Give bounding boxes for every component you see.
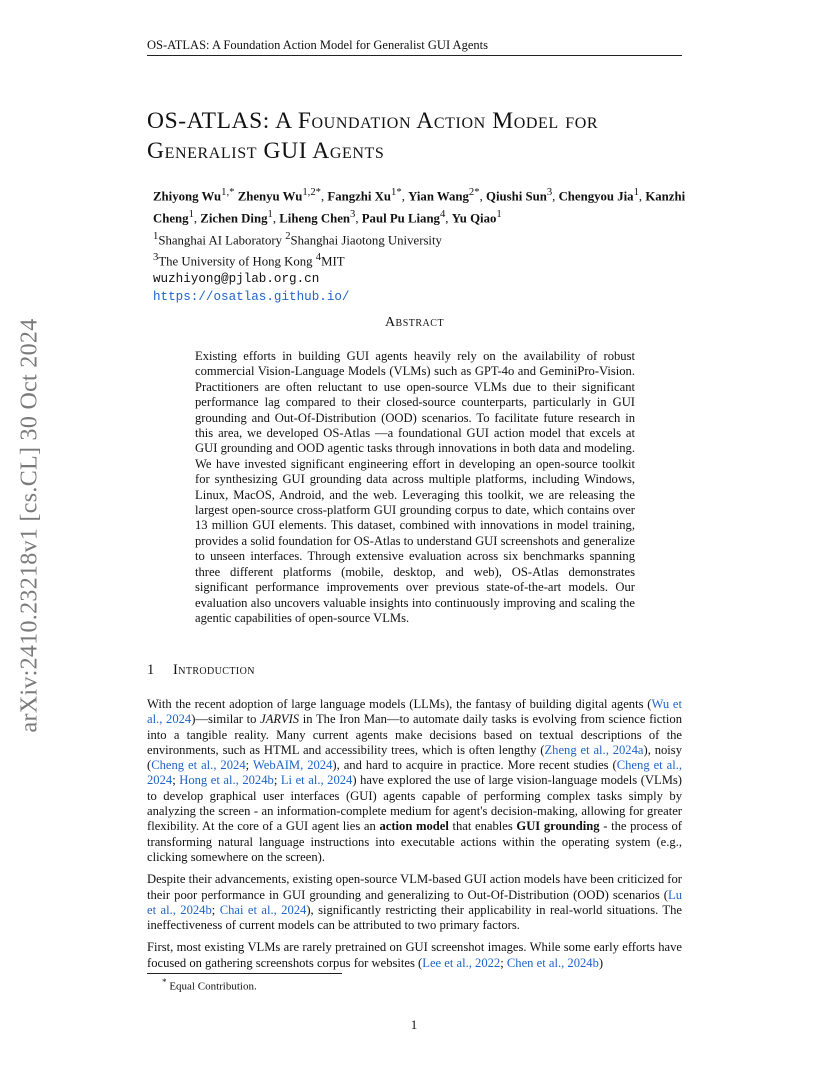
paragraph: [147, 697, 682, 865]
section-heading: [147, 662, 255, 679]
text-run: Despite their advancements, existing open-source VLM-based GUI action models have been criticized for their poor performance in GUI grounding and generalizing to Out-Of-Distribution (OOD) scenarios (: [147, 872, 682, 902]
text-run: ) have explored the use of large vision-language models (VLMs) to develop graphical user interfaces (GUI) agents capable of performing complex tasks simply by analyzing the screen - an information-complete medium for agent's decision-making, allowing for greater flexibility. At the core of a GUI agent lies an: [147, 773, 682, 834]
author-name: Yian Wang: [408, 189, 469, 204]
affiliation: Shanghai Jiaotong University: [290, 232, 442, 247]
citation-link[interactable]: WebAIM, 2024: [252, 758, 333, 773]
author-mark: 3: [350, 208, 356, 220]
text-run: ;: [273, 773, 281, 788]
section-title: Introduction: [173, 662, 255, 678]
citation-link[interactable]: Li et al., 2024: [280, 773, 353, 788]
abstract-heading: Abstract: [384, 315, 445, 330]
text-run: ): [598, 955, 604, 970]
author-mark: 1: [267, 208, 273, 220]
author-mark: 3: [546, 187, 553, 198]
affiliation: The University of Hong Kong: [158, 254, 313, 269]
body-text: [147, 697, 682, 978]
author-name: Zichen Ding: [200, 211, 268, 226]
project-url-link[interactable]: https://osatlas.github.io/: [153, 289, 350, 304]
author-name: Qiushi Sun: [485, 189, 547, 204]
author-name: Zhenyu Wu: [237, 189, 303, 204]
section-number: 1: [147, 662, 155, 678]
text-run: First, most existing VLMs are rarely pretrained on GUI screenshot images. While some early efforts have focused on gathering screenshots corpus for websites (: [147, 940, 682, 970]
contact-email[interactable]: wuzhiyong@pjlab.org.cn: [153, 272, 320, 287]
paper-title: [147, 106, 687, 166]
author-mark: 1: [188, 208, 194, 220]
citation-link[interactable]: Cheng et al., 2024: [147, 758, 682, 788]
author-list: Zhiyong $Wu^{1,*}$ Zhenyu $Wu^{1,2*}$, Fangzhi $Xu^{1*}$, Yian Wang$^{2*}$, Qiushi Sun$^3$, Chengyou Jia$^1$, Kanzhi Cheng$^1$, Zichen Ding$^1$, Liheng Chen$^3$, Paul Pu Liang$^4$, Yu Qiao$^1$: [153, 187, 686, 226]
emphasis: JARVIS: [260, 712, 300, 727]
citation-link[interactable]: Lee et al., 2022: [422, 955, 501, 970]
author-mark: 2*: [468, 187, 480, 198]
author-block: [153, 184, 688, 306]
footnote-rule: [147, 973, 342, 974]
text-run: - the process of transforming natural language instructions into executable actions within the operating system (e.g., clicking somewhere on the screen).: [147, 819, 682, 864]
author-name: Paul Pu Liang: [361, 211, 440, 226]
text-run: ), noisy (: [147, 742, 683, 773]
abstract-text: Existing efforts in building GUI agents heavily rely on the availability of robust commercial Vision-Language Models (VLMs) such as GPT-4o and GeminiPro-Vision. Practitioners are often reluctant to use open-source VLMs due to their significant performance lag compared to their closed-source counterparts, particularly in GUI grounding and Out-Of-Distribution (OOD) scenarios. To facilitate future research in this area, we developed OS-Atlas —a foundational GUI action model that excels at GUI grounding and OOD agentic tasks through innovations in both data and modeling. We have invested significant engineering effort in developing an open-source toolkit for synthesizing GUI grounding data across multiple platforms, including Windows, Linux, MacOS, Android, and the web. Leveraging this toolkit, we are releasing the largest open-source cross-platform GUI grounding corpus to date, which contains over 13 million GUI elements. This dataset, combined with innovations in model training, provides a solid foundation for OS-Atlas to understand GUI screenshots and generalize to unseen interfaces. Through extensive evaluation across six benchmarks spanning three different platforms (mobile, desktop, and web), OS-Atlas demonstrates significant performance improvements over previous state-of-the-art models. Our evaluation also uncovers valuable insights into continuously improving and scaling the agentic capabilities of open-source VLMs.: [195, 349, 635, 625]
citation-link[interactable]: Chai et al., 2024: [219, 902, 307, 917]
paragraph: [147, 872, 682, 933]
citation-link[interactable]: Cheng et al., 2024: [151, 758, 246, 773]
affiliation: MIT: [321, 254, 345, 269]
citation-link[interactable]: Wu et al., 2024: [147, 697, 682, 727]
text-run: in The Iron Man—to automate daily tasks is evolving from science fiction into a tangible reality. Many current agents make decisions based on textual descriptions of the environments, such as HTML and accessibility trees, which is often lengthy (: [147, 712, 682, 757]
author-name: Fangzhi Xu: [327, 189, 392, 204]
paragraph: [147, 940, 682, 971]
affiliation: Shanghai AI Laboratory: [158, 232, 282, 247]
title-line-2: Generalist GUI Agents: [147, 138, 385, 164]
author-name: Chengyou Jia: [558, 189, 634, 204]
author-name: Zhiyong Wu: [153, 189, 222, 204]
author-mark: 1*: [391, 187, 402, 198]
citation-link[interactable]: Chen et al., 2024b: [506, 955, 599, 970]
author-name: Liheng Chen: [279, 211, 350, 226]
author-mark: 1: [633, 187, 639, 198]
bold-term: GUI grounding: [516, 819, 600, 834]
author-name: Kanzhi Cheng: [153, 189, 686, 226]
running-head: OS-ATLAS: A Foundation Action Model for Generalist GUI Agents: [147, 38, 682, 56]
page-number: 1: [410, 1017, 418, 1032]
text-run: ;: [245, 758, 253, 773]
text-run: ), significantly restricting their applicability in real-world situations. The ineffectiveness of current models can be attributed to two primary factors.: [147, 902, 682, 933]
author-mark: 1,2*: [302, 187, 321, 198]
author-name: Yu Qiao: [451, 211, 497, 226]
title-line-1: OS-ATLAS: A Foundation Action Model for: [147, 108, 599, 134]
text-run: )—similar to: [191, 712, 261, 727]
text-run: ;: [172, 773, 180, 788]
arxiv-stamp: [10, 290, 50, 760]
arxiv-id: arXiv:2410.23218v1 [cs.CL] 30 Oct 2024: [16, 317, 43, 733]
author-mark: 1: [496, 208, 502, 220]
text-run: ), and hard to acquire in practice. More recent studies (: [332, 758, 617, 773]
text-run: that enables: [448, 819, 517, 834]
footnote-mark: *: [162, 977, 167, 987]
citation-link[interactable]: Lu et al., 2024b: [147, 887, 682, 917]
affiliations-line-2: $^3$The University of Hong Kong $^4$MIT: [153, 252, 345, 269]
footnote: [162, 977, 257, 993]
text-run: ;: [211, 902, 220, 917]
author-mark: 1,*: [221, 187, 235, 198]
footnote-text: Equal Contribution.: [169, 980, 257, 993]
bold-term: action model: [379, 819, 449, 834]
author-mark: 4: [439, 208, 446, 220]
citation-link[interactable]: Zheng et al., 2024a: [544, 742, 644, 757]
citation-link[interactable]: Hong et al., 2024b: [179, 773, 274, 788]
text-run: ;: [500, 955, 507, 970]
affiliations-line-1: $^1$Shanghai AI Laboratory $^2$Shanghai Jiaotong University: [153, 230, 442, 247]
text-run: With the recent adoption of large language models (LLMs), the fantasy of building digital agents (: [147, 697, 652, 711]
